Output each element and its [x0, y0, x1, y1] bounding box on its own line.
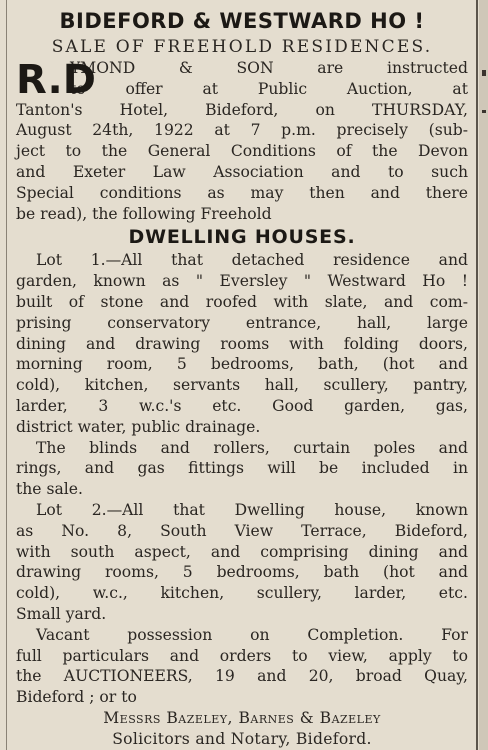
- fittings-line: the sale.: [16, 480, 83, 499]
- lot1-line: district water, public drainage.: [16, 417, 261, 436]
- drop-cap: R.D: [16, 57, 96, 103]
- fittings-line: The blinds and rollers, curtain poles and: [36, 438, 468, 457]
- lot2-line: cold), w.c., kitchen, scullery, larder, etc.: [16, 584, 468, 603]
- intro-line: YMOND & SON are instructed: [70, 59, 468, 77]
- intro-line: and Exeter Law Association and to such: [16, 162, 468, 181]
- fittings-line: rings, and gas fittings will be included in: [16, 459, 468, 478]
- lot1-line: larder, 3 w.c.'s etc. Good garden, gas,: [16, 396, 468, 415]
- lot1-line: Lot 1.—All that detached residence and: [36, 251, 468, 270]
- lot-1-paragraph: [16, 250, 468, 437]
- intro-line: to offer at Public Auction, at: [70, 79, 468, 98]
- lot2-line: Small yard.: [16, 604, 107, 623]
- column-rule-left: [6, 0, 7, 750]
- lot-2-paragraph: [16, 500, 468, 625]
- lot1-line: garden, known as " Eversley " Westward Ho !: [16, 272, 468, 291]
- column-rule-right: [476, 0, 478, 750]
- lot1-line: built of stone and roofed with slate, and com-: [16, 292, 468, 311]
- possession-paragraph: [16, 625, 468, 708]
- possession-line: Vacant possession on Completion. For: [36, 625, 468, 644]
- intro-line: Special conditions as may then and there: [16, 183, 468, 202]
- lot1-line: cold), kitchen, servants hall, scullery, pantry,: [16, 376, 468, 395]
- intro-line: August 24th, 1922 at 7 p.m. precisely (sub-: [16, 121, 468, 140]
- possession-line: the AUCTIONEERS, 19 and 20, broad Quay,: [16, 667, 468, 686]
- subheadline: SALE OF FREEHOLD RESIDENCES.: [51, 37, 433, 57]
- adjacent-column-fragment: [482, 110, 486, 113]
- intro-line: Tanton's Hotel, Bideford, on THURSDAY,: [16, 100, 468, 119]
- lot2-line: drawing rooms, 5 bedrooms, bath (hot and: [16, 563, 468, 582]
- lot1-line: morning room, 5 bedrooms, bath, (hot and: [16, 355, 468, 374]
- lot1-line: prising conservatory entrance, hall, large: [16, 313, 468, 332]
- signature-role: Solicitors and Notary, Bideford.: [112, 729, 372, 748]
- lot2-line: Lot 2.—All that Dwelling house, known: [36, 500, 468, 519]
- advertisement-column: [16, 6, 468, 750]
- section-heading: DWELLING HOUSES.: [128, 226, 356, 249]
- lot1-line: dining and drawing rooms with folding doors,: [16, 334, 468, 353]
- headline: BIDEFORD & WESTWARD HO !: [59, 9, 425, 33]
- possession-line: Bideford ; or to: [16, 688, 137, 707]
- possession-line: full particulars and orders to view, apply to: [16, 646, 468, 665]
- intro-line: ject to the General Conditions of the Devon: [16, 142, 468, 161]
- lot2-line: as No. 8, South View Terrace, Bideford,: [16, 521, 468, 540]
- lot2-line: with south aspect, and comprising dining and: [16, 542, 468, 561]
- fittings-paragraph: [16, 438, 468, 500]
- signature-firm: Messrs Bazeley, Barnes & Bazeley: [103, 708, 381, 727]
- intro-line: be read), the following Freehold: [16, 204, 272, 223]
- intro-paragraph: [16, 58, 468, 224]
- adjacent-column-fragment: [482, 70, 486, 76]
